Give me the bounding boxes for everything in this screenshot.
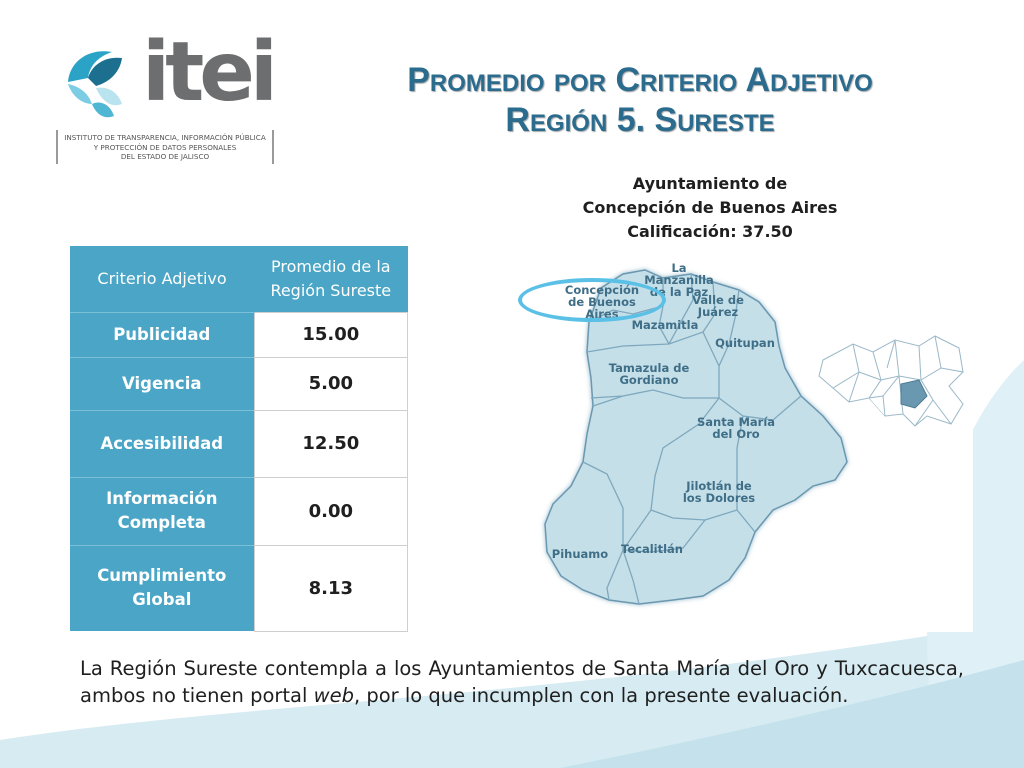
jalisco-state-inset bbox=[819, 336, 963, 426]
table-cell-criterio: Cumplimiento Global bbox=[70, 545, 254, 631]
slide-title-line2: Región 5. Sureste bbox=[505, 101, 775, 139]
table-header-promedio: Promedio de la Región Sureste bbox=[254, 246, 407, 312]
table-cell-promedio: 12.50 bbox=[254, 410, 407, 477]
summary-text-part1: La Región Sureste contempla a los Ayuntamientos de Santa María del Oro y Tuxcacuesca, ambos no tienen portal bbox=[80, 657, 964, 707]
map-label-santa-maria bbox=[697, 416, 775, 440]
slide-title-line1: Promedio por Criterio Adjetivo bbox=[407, 61, 873, 99]
map-label-line: Santa María bbox=[696, 415, 776, 429]
table-cell-criterio: Vigencia bbox=[70, 357, 254, 410]
map-label-line: Tamazula de bbox=[608, 361, 690, 375]
map-label-line: del Oro bbox=[712, 427, 760, 441]
table-cell-criterio: Accesibilidad bbox=[70, 410, 254, 477]
map-label-line: Manzanilla bbox=[644, 273, 714, 287]
itei-wordmark: itei bbox=[142, 25, 274, 120]
table-row bbox=[70, 357, 408, 410]
table-cell-promedio: 0.00 bbox=[254, 477, 407, 545]
map-label-line: Valle de bbox=[692, 293, 744, 307]
summary-text-part2: , por lo que incumplen con la presente evaluación. bbox=[353, 684, 849, 707]
summary-paragraph bbox=[80, 655, 964, 709]
map-label-mazamitla bbox=[632, 319, 699, 331]
map-label-line: de la Paz bbox=[649, 285, 709, 299]
map-label-valle-de-juarez bbox=[692, 294, 744, 318]
map-label-quitupan bbox=[715, 337, 775, 349]
criteria-table bbox=[70, 246, 408, 632]
map-caption-line3: Calificación: 37.50 bbox=[627, 222, 793, 241]
table-row bbox=[70, 477, 408, 545]
map-label-line: Gordiano bbox=[619, 373, 679, 387]
table-header-row bbox=[70, 246, 408, 312]
itei-logo bbox=[56, 25, 276, 166]
table-header-criterio: Criterio Adjetivo bbox=[70, 246, 254, 312]
logo-subtitle-line: DEL ESTADO DE JALISCO bbox=[120, 152, 210, 161]
map-label-line: Tecalitlán bbox=[621, 542, 683, 556]
table-cell-criterio: Información Completa bbox=[70, 477, 254, 545]
table-cell-promedio: 15.00 bbox=[254, 312, 407, 357]
table-cell-promedio: 5.00 bbox=[254, 357, 407, 410]
map-label-line: Concepción bbox=[564, 283, 640, 297]
map-label-tecalitlan bbox=[621, 543, 683, 555]
map-label-line: Pihuamo bbox=[551, 547, 609, 561]
logo-subtitle bbox=[56, 130, 274, 164]
table-row bbox=[70, 312, 408, 357]
concepcion-highlight-ellipse bbox=[518, 278, 666, 322]
map-label-line: Mazamitla bbox=[631, 318, 699, 332]
map-caption-line2: Concepción de Buenos Aires bbox=[582, 198, 838, 217]
table-cell-criterio: Publicidad bbox=[70, 312, 254, 357]
logo-subtitle-line: Y PROTECCIÓN DE DATOS PERSONALES bbox=[93, 142, 237, 152]
table-cell-promedio: 8.13 bbox=[254, 545, 407, 631]
slide-title bbox=[300, 60, 980, 140]
table-row bbox=[70, 545, 408, 631]
map-label-pihuamo bbox=[552, 548, 608, 560]
map-label-line: Jilotlán de bbox=[686, 479, 752, 493]
itei-ribbon-logo-icon bbox=[60, 42, 142, 124]
map-label-line: Juárez bbox=[697, 305, 739, 319]
map-label-line: de Buenos bbox=[568, 295, 636, 309]
map-label-jilotlan bbox=[683, 480, 755, 504]
map-label-line: Quitupan bbox=[715, 336, 775, 350]
map-caption-line1: Ayuntamiento de bbox=[632, 174, 788, 193]
logo-subtitle-line: INSTITUTO DE TRANSPARENCIA, INFORMACIÓN PÚBLICA bbox=[64, 133, 266, 142]
map-label-tamazula bbox=[609, 362, 689, 386]
table-row bbox=[70, 410, 408, 477]
summary-text-emphasis: web bbox=[313, 684, 354, 707]
map-caption bbox=[560, 172, 860, 244]
map-label-line: La bbox=[671, 261, 687, 275]
map-label-line: Aires bbox=[585, 307, 619, 321]
map-label-line: los Dolores bbox=[682, 491, 756, 505]
